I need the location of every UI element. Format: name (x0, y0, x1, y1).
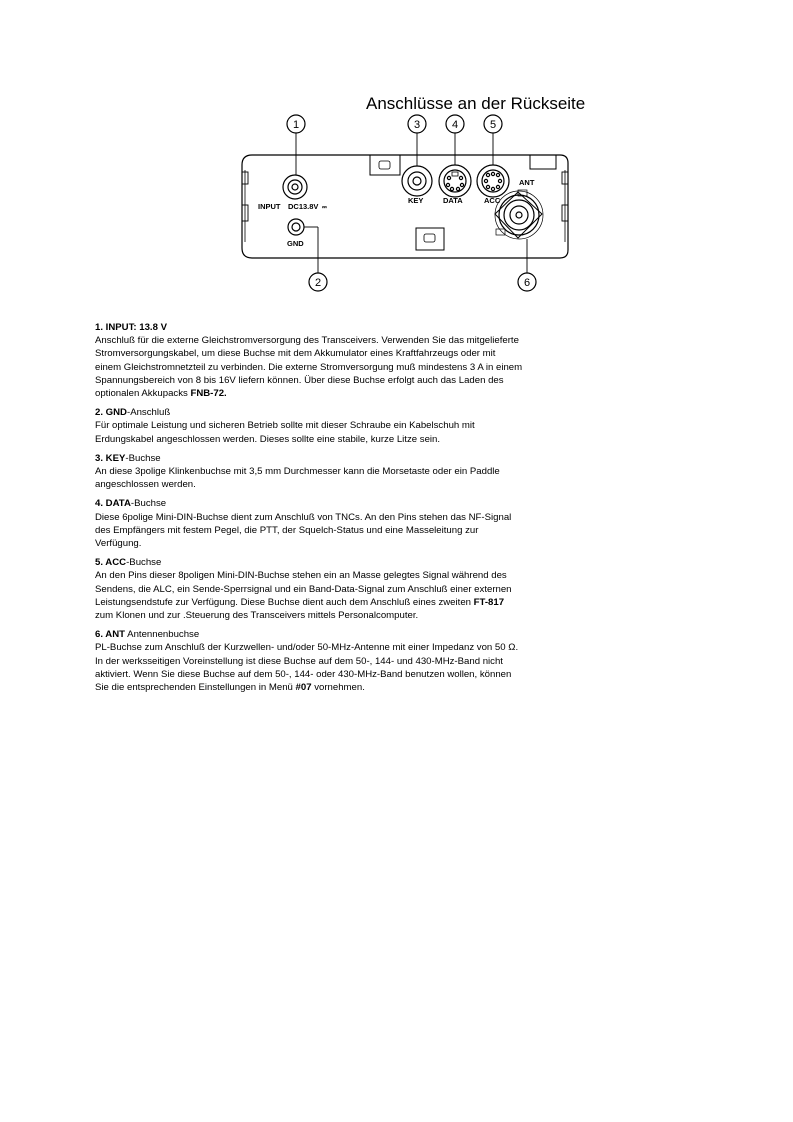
dc-input-jack (283, 175, 307, 199)
text-run: Sendens, die ALC, ein Sende-Sperrsignal und ein Band-Data-Signal zum Anschluß einer externen (95, 583, 512, 595)
key-jack (402, 166, 432, 196)
text-run: PL-Buchse zum Anschluß der Kurzwellen- und/oder 50-MHz-Antenne mit einer Impedanz von 50 Ω. (95, 642, 519, 654)
label-dc-symbol: ⎓ (322, 205, 327, 211)
section-heading-bold: 1. INPUT: 13.8 V (95, 322, 167, 333)
section-heading (95, 556, 585, 569)
paragraph-line (95, 524, 585, 537)
bold-term: FNB-72. (190, 388, 227, 400)
paragraph-line (95, 419, 585, 432)
text-run: Verfügung. (95, 538, 142, 550)
label-data: DATA (443, 196, 463, 205)
section-heading (95, 628, 585, 641)
text-run: Sie die entsprechenden Einstellungen in Menü (95, 682, 296, 694)
label-acc: ACC (484, 196, 501, 205)
gnd-terminal (288, 219, 304, 235)
text-run: Spannungsbereich von 8 bis 16V liefern können. Über diese Buchse erfolgt auch das Laden des (95, 374, 504, 386)
section-1 (95, 321, 585, 400)
text-run: Stromversorgungskabel, um diese Buchse mit dem Akkumulator eines Kraftfahrzeugs oder mit (95, 348, 496, 360)
document-body (95, 321, 585, 700)
text-run: Leistungsendstufe zur Verfügung. Diese Buchse dient auch dem Anschluß eines zweiten (95, 596, 474, 608)
section-heading (95, 321, 585, 334)
paragraph-line (95, 511, 585, 524)
page-title: Anschlüsse an der Rückseite (366, 94, 586, 113)
section-heading (95, 452, 585, 465)
section-heading-rest: -Buchse (130, 498, 167, 510)
section-heading-bold: 4. DATA (95, 498, 131, 510)
callout-6: 6 (523, 277, 531, 289)
text-run: In der werksseitigen Voreinstellung ist diese Buchse auf dem 50-, 144- und 430-MHz-Band nicht (95, 655, 503, 667)
paragraph-line (95, 569, 585, 582)
text-run: Erdungskabel angeschlossen werden. Dieses sollte eine stabile, kurze Litze sein. (95, 433, 441, 445)
label-ant: ANT (519, 178, 535, 187)
paragraph-line (95, 465, 585, 478)
bold-term: #07 (295, 682, 312, 694)
callout-5: 5 (489, 119, 497, 131)
callout-1: 1 (292, 119, 300, 131)
paragraph-line (95, 641, 585, 654)
data-mini-din-jack (439, 165, 471, 197)
ant-pl-socket (495, 190, 543, 239)
section-heading (95, 406, 585, 419)
section-6 (95, 628, 585, 694)
section-2 (95, 406, 585, 446)
bold-term: FT-817 (473, 596, 505, 608)
paragraph-line (95, 433, 585, 446)
text-run: Diese 6polige Mini-DIN-Buchse dient zum Anschluß von TNCs. An den Pins stehen das NF-Signal (95, 511, 512, 523)
text-run: An diese 3polige Klinkenbuchse mit 3,5 mm Durchmesser kann die Morsetaste oder ein Paddle (95, 466, 500, 478)
section-3 (95, 452, 585, 492)
paragraph-line (95, 478, 585, 491)
text-run: des Empfängers mit festem Pegel, die PTT, der Squelch-Status und eine Masseleitung zur (95, 524, 479, 536)
section-heading-rest: -Anschluß (127, 407, 171, 419)
paragraph-line (95, 596, 585, 609)
rear-panel-diagram (230, 110, 580, 300)
text-run: vornehmen. (311, 682, 365, 694)
paragraph-line (95, 374, 585, 387)
section-heading-bold: 5. ACC (95, 557, 127, 569)
section-heading-rest: -Buchse (126, 557, 162, 569)
label-gnd: GND (287, 239, 304, 248)
paragraph-line (95, 668, 585, 681)
paragraph-line (95, 387, 585, 400)
section-heading-rest: -Buchse (125, 452, 161, 464)
callout-2: 2 (314, 277, 322, 289)
section-5 (95, 556, 585, 622)
text-run: aktiviert. Wenn Sie diese Buchse auf dem 50-, 144- oder 430-MHz-Band benutzen wollen, können (95, 668, 512, 680)
text-run: angeschlossen werden. (95, 479, 196, 491)
text-run: Für optimale Leistung und sicheren Betrieb sollte mit dieser Schraube ein Kabelschuh mit (95, 420, 475, 432)
paragraph-line (95, 347, 585, 360)
section-heading-bold: 3. KEY (95, 452, 126, 464)
callout-4: 4 (451, 119, 459, 131)
section-heading-bold: 6. ANT (95, 629, 126, 641)
label-key: KEY (408, 196, 424, 205)
acc-mini-din-jack (477, 165, 509, 197)
top-tab (370, 155, 400, 175)
paragraph-line (95, 609, 585, 622)
text-run: einem Gleichstromnetzteil zu verbinden. Die externe Stromversorgung muß mindestens 3 A in einem (95, 361, 523, 373)
paragraph-line (95, 583, 585, 596)
section-4 (95, 497, 585, 550)
section-heading-rest: Antennenbuchse (125, 629, 200, 641)
callout-3: 3 (413, 119, 421, 131)
bottom-tab (416, 228, 444, 250)
section-heading-bold: 2. GND (95, 407, 127, 419)
top-tab-right (530, 155, 556, 169)
text-run: zum Klonen und zur .Steuerung des Transceivers mittels Personalcomputer. (95, 610, 419, 622)
paragraph-line (95, 681, 585, 694)
paragraph-line (95, 655, 585, 668)
paragraph-line (95, 361, 585, 374)
paragraph-line (95, 334, 585, 347)
section-heading (95, 497, 585, 510)
text-run: optionalen Akkupacks (95, 388, 191, 400)
text-run: Anschluß für die externe Gleichstromversorgung des Transceivers. Verwenden Sie das mitgelieferte (95, 335, 519, 347)
paragraph-line (95, 537, 585, 550)
label-dc: DC13.8V (288, 202, 319, 211)
text-run: An den Pins dieser 8poligen Mini-DIN-Buchse stehen ein an Masse gelegtes Signal während des (95, 570, 507, 582)
label-input: INPUT (258, 202, 281, 211)
